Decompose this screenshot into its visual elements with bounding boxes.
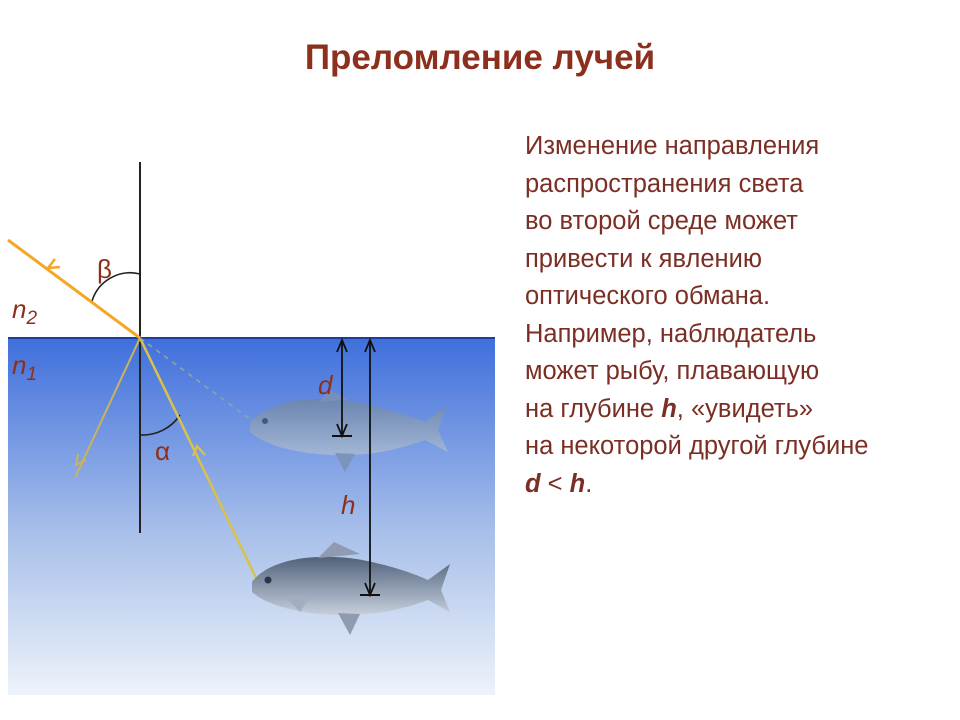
text-line: может рыбу, плавающую bbox=[525, 357, 820, 385]
refraction-diagram bbox=[0, 150, 500, 695]
n2-subscript: 2 bbox=[26, 308, 38, 330]
text-line: Например, наблюдатель bbox=[525, 319, 817, 348]
slide-title: Преломление лучей bbox=[304, 38, 656, 77]
n2-label bbox=[12, 294, 37, 330]
text-line: оптического обмана. bbox=[525, 282, 771, 310]
variable-d: d bbox=[525, 469, 541, 498]
variable-h: h bbox=[661, 394, 677, 423]
n2-letter: n bbox=[12, 294, 27, 324]
text-line: во второй среде может bbox=[525, 207, 798, 235]
text-line bbox=[525, 391, 945, 429]
alpha-label: α bbox=[155, 436, 171, 466]
text-fragment: . bbox=[585, 469, 593, 498]
text-fragment: на глубине bbox=[525, 394, 662, 423]
text-line bbox=[525, 466, 945, 504]
n1-letter: n bbox=[12, 350, 27, 380]
beta-label: β bbox=[97, 254, 112, 284]
ray-air-arrow bbox=[48, 259, 60, 268]
text-line: распространения света bbox=[525, 169, 804, 198]
depth-h-label: h bbox=[341, 490, 356, 520]
text-fragment: < bbox=[540, 469, 570, 498]
diagram-canvas bbox=[0, 150, 500, 695]
water-region bbox=[8, 338, 495, 695]
n1-subscript: 1 bbox=[26, 364, 38, 386]
explanation-text bbox=[525, 128, 945, 503]
text-line: Изменение направления bbox=[525, 132, 820, 160]
text-fragment: , «увидеть» bbox=[676, 394, 814, 423]
text-line: на некоторой другой глубине bbox=[525, 432, 869, 460]
depth-d-label: d bbox=[318, 370, 333, 400]
variable-h: h bbox=[569, 469, 586, 498]
n1-label bbox=[12, 350, 37, 386]
text-line: привести к явлению bbox=[525, 244, 762, 273]
